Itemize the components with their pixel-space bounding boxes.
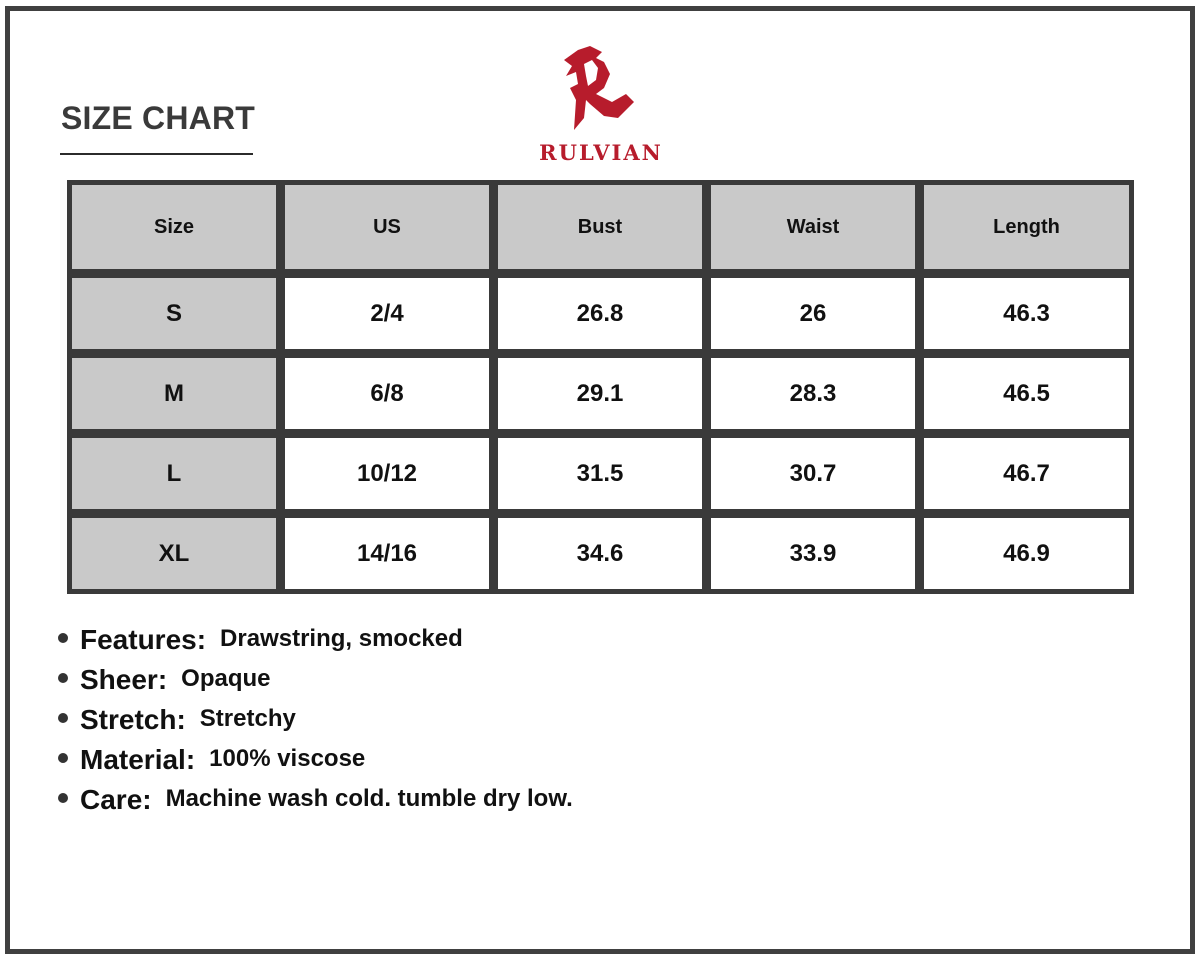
brand-name: RULVIAN — [539, 140, 663, 165]
header-bust: Bust — [498, 185, 702, 269]
page-title: SIZE CHART — [61, 100, 255, 136]
feature-value: Stretchy — [199, 705, 296, 732]
header-size: Size — [72, 185, 276, 269]
bullet-icon — [58, 793, 68, 803]
cell-size: L — [72, 438, 276, 509]
cell-us: 2/4 — [285, 278, 489, 349]
cell-bust: 34.6 — [498, 518, 702, 589]
cell-waist: 26 — [711, 278, 915, 349]
bullet-icon — [58, 713, 68, 723]
cell-bust: 29.1 — [498, 358, 702, 429]
feature-label: Material: — [80, 744, 196, 775]
cell-us: 10/12 — [285, 438, 489, 509]
cell-waist: 30.7 — [711, 438, 915, 509]
feature-label: Features: — [80, 624, 207, 655]
feature-item — [58, 664, 271, 704]
bullet-icon — [58, 753, 68, 763]
bullet-icon — [58, 633, 68, 643]
cell-bust: 31.5 — [498, 438, 702, 509]
header-length: Length — [924, 185, 1129, 269]
cell-length: 46.3 — [924, 278, 1129, 349]
cell-size: S — [72, 278, 276, 349]
feature-label: Sheer: — [80, 664, 168, 695]
feature-value: Machine wash cold. tumble dry low. — [165, 785, 573, 812]
header-us: US — [285, 185, 489, 269]
cell-length: 46.5 — [924, 358, 1129, 429]
feature-value: 100% viscose — [209, 745, 366, 772]
feature-item — [58, 784, 573, 824]
cell-waist: 33.9 — [711, 518, 915, 589]
bullet-icon — [58, 673, 68, 683]
cell-size: M — [72, 358, 276, 429]
cell-bust: 26.8 — [498, 278, 702, 349]
cell-us: 6/8 — [285, 358, 489, 429]
feature-item — [58, 624, 463, 664]
rulvian-r-logo-icon — [556, 42, 646, 134]
header-waist: Waist — [711, 185, 915, 269]
feature-item — [58, 744, 365, 784]
feature-item — [58, 704, 296, 744]
brand-logo — [516, 40, 686, 170]
feature-value: Drawstring, smocked — [220, 625, 463, 652]
cell-us: 14/16 — [285, 518, 489, 589]
feature-label: Stretch: — [80, 704, 186, 735]
feature-value: Opaque — [181, 665, 271, 692]
title-underline — [60, 153, 253, 155]
cell-waist: 28.3 — [711, 358, 915, 429]
size-table — [67, 180, 1134, 594]
feature-label: Care: — [80, 784, 152, 815]
cell-length: 46.7 — [924, 438, 1129, 509]
cell-size: XL — [72, 518, 276, 589]
cell-length: 46.9 — [924, 518, 1129, 589]
